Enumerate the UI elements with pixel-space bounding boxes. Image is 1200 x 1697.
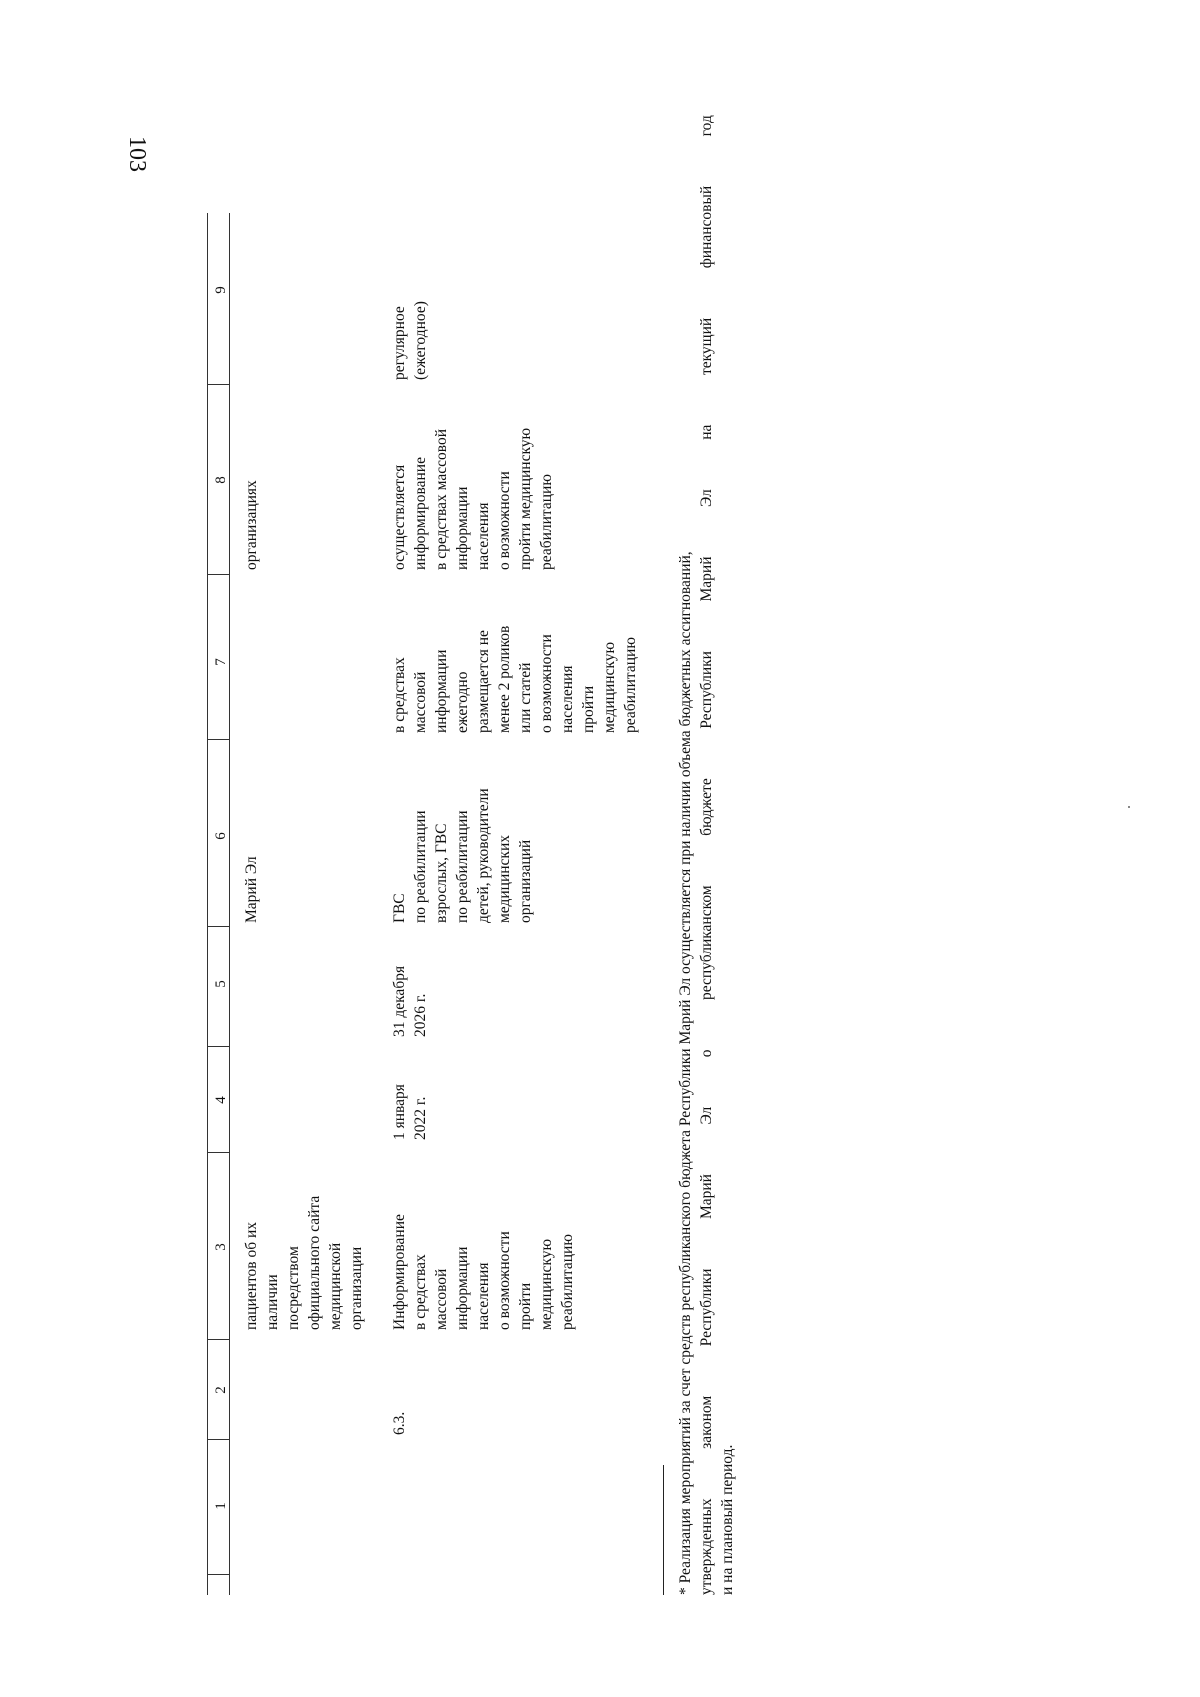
row2-col5: 31 декабря 2026 г. [391,965,429,1037]
row1-col8: организациях [243,480,260,570]
row2-col3: Информирование в средствах массовой информации населения о возможности пройти медицинскую реабилитацию [391,1214,576,1330]
col-divider [207,1439,229,1440]
footnote-word: о [698,1049,715,1058]
col-divider [207,574,229,575]
footnote-word: текущий [698,317,715,376]
footnote-word: Эл [698,489,715,507]
footnote-line-1: * Реализация мероприятий за счет средств республиканского бюджета Республики Марий Эл осуществляется при наличии объема бюджетных ассигнований, [677,551,694,1595]
footnote-word: Марий [698,1174,715,1220]
column-number: 7 [213,658,229,666]
col-divider [207,739,229,740]
footnote-text [675,115,738,1595]
page-number: 103 [124,136,150,172]
footnote-word: на [698,424,715,440]
row2-col9: регулярное (ежегодное) [391,301,429,380]
footnote-line-2 [696,115,717,1595]
column-number: 8 [213,476,229,484]
footnote-rule [663,1465,664,1595]
footnote-word: год [698,115,715,137]
column-number: 5 [213,980,229,988]
landscape-content [207,105,767,1595]
footnote-word: Марий [698,556,715,602]
row2-col6: ГВС по реабилитации взрослых, ГВС по реабилитации детей, руководители медицинских организаций [391,788,534,923]
footnote-word: Республики [698,651,715,729]
row1-col3: пациентов об их наличии посредством официального сайта медицинской организации [243,1195,365,1330]
footnote-word: финансовый [698,185,715,269]
row2-col2: 6.3. [391,1411,408,1435]
row1-col6: Марий Эл [243,856,260,923]
column-number: 2 [213,1386,229,1394]
col-divider [207,384,229,385]
footnote-line-3: и на плановый период. [719,1444,736,1595]
col-divider [207,1339,229,1340]
scan-speck [1128,806,1130,808]
column-number: 4 [213,1096,229,1104]
column-number: 9 [213,286,229,294]
footnote-word: утвержденных [698,1498,715,1595]
column-number: 6 [213,832,229,840]
column-number: 1 [213,1502,229,1510]
footnote-word: законом [698,1395,715,1449]
col-divider [207,926,229,927]
row2-col7: в средствах массовой информации ежегодно размещается не менее 2 роликов или статей о возможности населения пройти медицинскую реабилитацию [391,625,639,733]
footnote-word: Республики [698,1268,715,1347]
table-top-border [207,213,208,1595]
row2-col4: 1 января 2022 г. [391,1084,429,1140]
col-divider [207,1574,229,1575]
footnote-word: республиканском [698,885,715,1001]
column-number: 3 [213,1243,229,1251]
row2-col8: осуществляется информирование в средствах массовой информации населения о возможности пройти медицинскую реабилитацию [391,427,555,570]
col-divider [207,1046,229,1047]
col-divider [207,1152,229,1153]
footnote-word: Эл [698,1106,715,1125]
footnote-word: бюджете [698,778,715,836]
